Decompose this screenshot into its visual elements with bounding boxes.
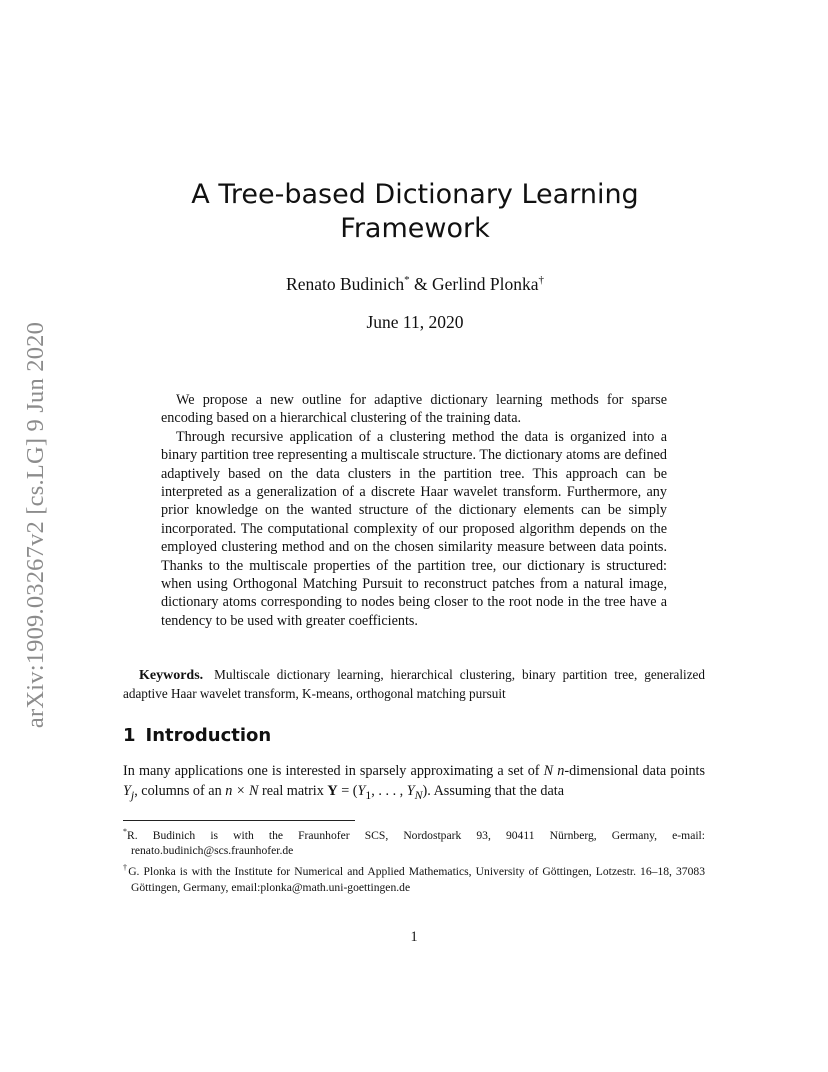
math-var: Y [357,782,366,799]
keywords-label: Keywords. [139,668,204,683]
math-subscript: 1 [365,787,372,802]
math-subscript: j [130,787,135,802]
intro-text: -dimensional data points [564,763,706,779]
section-title: Introduction [145,725,272,746]
publication-date: June 11, 2020 [366,312,464,332]
arxiv-identifier-stamp: arXiv:1909.03267v2 [cs.LG] 9 Jun 2020 [22,321,49,729]
title-line-1: A Tree-based Dictionary Learning [191,179,639,210]
author-separator: & [414,273,428,294]
math-expression: n × N [225,782,259,799]
abstract-paragraph-2: Through recursive application of a clustering method the data is organized into a binary partition tree representing a multiscale structure. The dictionary atoms are defined adaptively based on the data clusters in the partition tree. This approach can be interpreted as a generalization of a discrete Haar wavelet transform. Furthermore, any prior knowledge on the wanted structure of the dictionary elements can be simply incorporated. The computational complexity of our proposed algorithm depends on the employed clustering method and on the chosen similarity measure between data points. Thanks to the multiscale properties of the partition tree, our dictionary is structured: when using Orthogonal Matching Pursuit to reconstruct patches from a natural image, dictionary atoms corresponding to nodes being closer to the root node in the tree have a tendency to be used with greater coefficients. [161,428,667,629]
author-2-footnote-mark: † [538,274,544,286]
math-var: n [557,763,565,779]
math-var: N [543,763,554,779]
intro-text: In many applications one is interested in sparsely approximating a set of [123,763,544,779]
title-line-2: Framework [340,213,490,244]
intro-text: , . . . , [371,782,407,799]
author-name-1: Renato Budinich [286,273,405,294]
footnote-2-mark: † [123,863,129,873]
footnote-1 [123,824,705,859]
math-var: Y [406,782,415,799]
footnote-divider [123,820,355,821]
math-subscript: N [414,787,423,802]
keywords-block [123,666,705,703]
abstract-paragraph-1: We propose a new outline for adaptive dictionary learning methods for sparse encoding based on a hierarchical clustering of the training data. [161,392,667,427]
footnote-2 [123,860,705,895]
author-list [120,268,710,296]
footnote-1-mark: * [123,827,127,836]
math-matrix: Y [327,782,338,799]
section-number: 1 [123,725,136,746]
footnote-2-text: G. Plonka is with the Institute for Numerical and Applied Mathematics, University of Göttingen, Lotzestr. 16–18, 37083 Göttingen, Germany, email:plonka@math.uni-goettingen.de [128,864,705,894]
math-var: Y [123,782,131,799]
abstract [161,391,667,630]
intro-text: real matrix [258,782,328,799]
intro-paragraph [123,762,705,805]
keywords-text: Multiscale dictionary learning, hierarchical clustering, binary partition tree, generalized adaptive Haar wavelet transform, K-means, orthogonal matching pursuit [123,667,706,701]
paper-title [120,178,710,246]
footnote-1-text: R. Budinich is with the Fraunhofer SCS, Nordostpark 93, 90411 Nürnberg, Germany, e-mail: renato.budinich@scs.fraunhofer.de [127,828,705,858]
page-number: 1 [410,929,418,945]
intro-text: , columns of an [134,782,226,799]
intro-text: = ( [337,782,358,799]
footnotes [123,824,705,896]
author-name-2: Gerlind Plonka [432,273,539,294]
author-1-footnote-mark: * [404,274,410,286]
intro-text: ). Assuming that the data [422,782,564,799]
section-heading [123,724,271,748]
